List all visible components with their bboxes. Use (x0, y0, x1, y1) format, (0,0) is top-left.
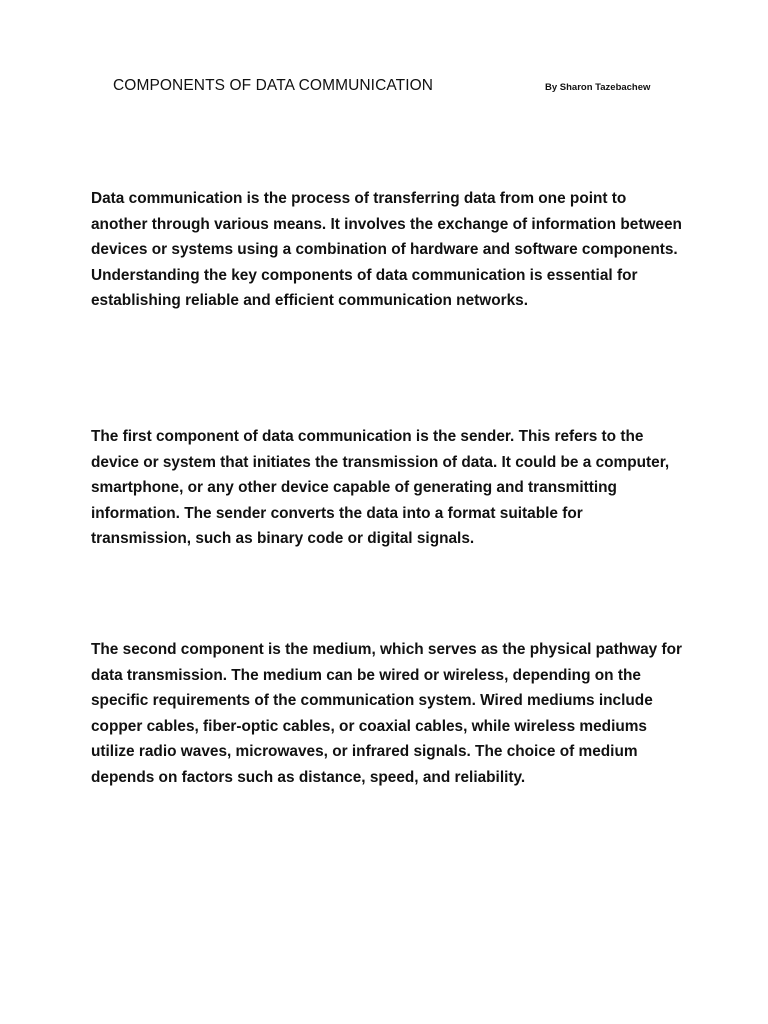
document-author: By Sharon Tazebachew (545, 82, 651, 93)
document-header (113, 77, 673, 101)
paragraph-medium: The second component is the medium, which serves as the physical pathway for data transmission. The medium can be wired or wireless, depending on the specific requirements of the communication system. Wired mediums include copper cables, fiber-optic cables, or coaxial cables, while wireless mediums utilize radio waves, microwaves, or infrared signals. The choice of medium depends on factors such as distance, speed, and reliability. (91, 641, 682, 786)
document-title: COMPONENTS OF DATA COMMUNICATION (113, 77, 434, 94)
paragraph-sender: The first component of data communication is the sender. This refers to the device or system that initiates the transmission of data. It could be a computer, smartphone, or any other device capable of generating and transmitting information. The sender converts the data into a format suitable for transmission, such as binary code or digital signals. (91, 428, 670, 548)
paragraph-introduction: Data communication is the process of transferring data from one point to another through various means. It involves the exchange of information between devices or systems using a combination of hardware and software components. Understanding the key components of data communication is essential for establishing reliable and efficient communication networks. (91, 190, 682, 310)
